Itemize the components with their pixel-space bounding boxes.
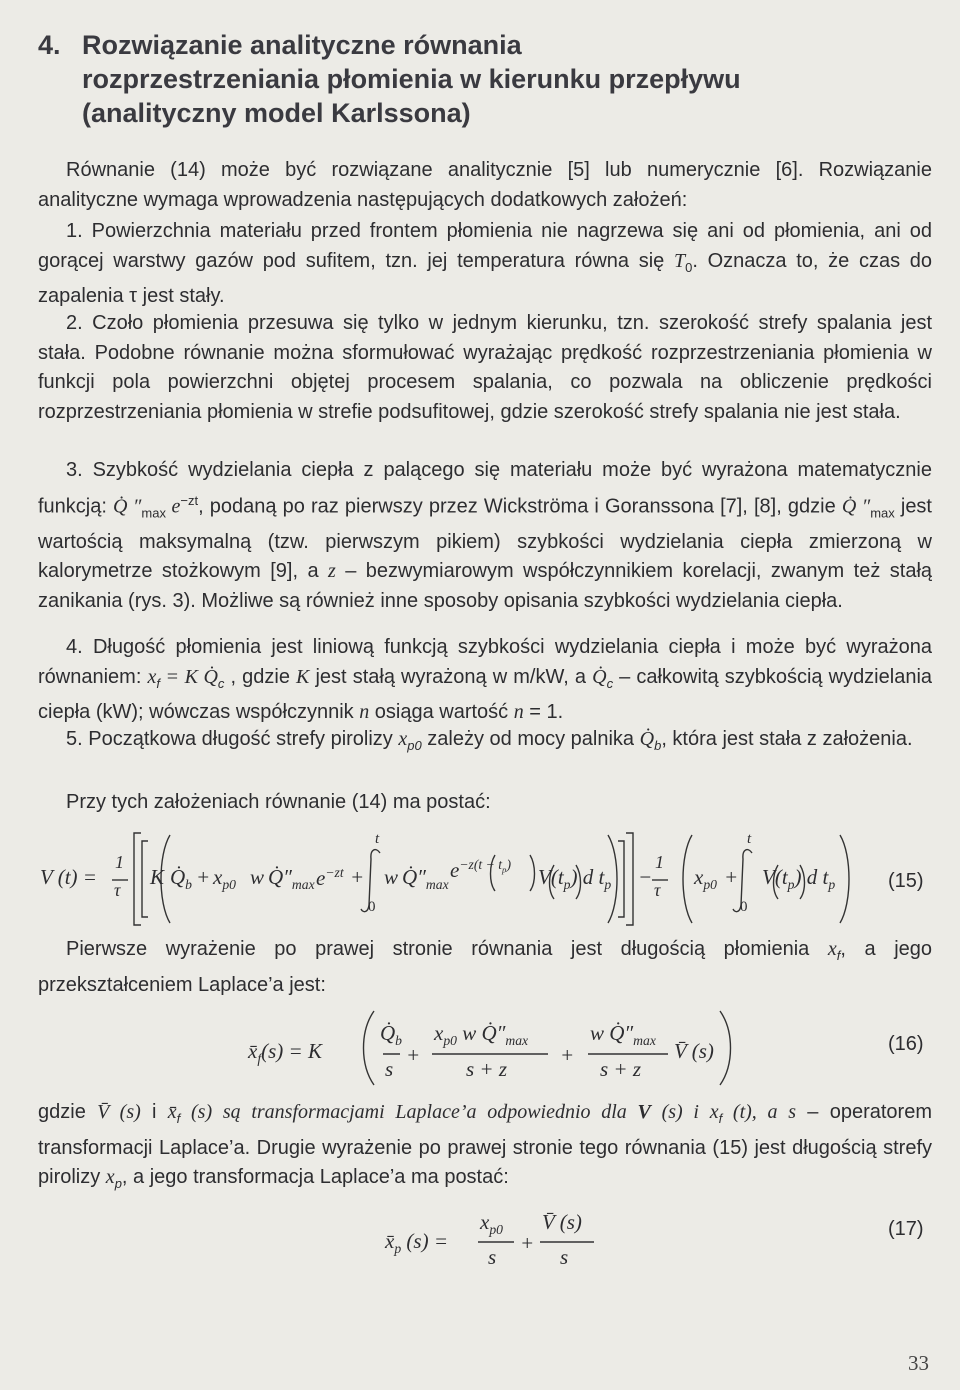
eq15-frac2-num: 1 — [655, 852, 664, 872]
eq17-f2-num: V̄ (s) — [542, 1210, 582, 1234]
eq15-number: (15) — [888, 870, 924, 892]
eq15-plus-1: + — [196, 865, 211, 889]
eq15-frac2-den: τ — [654, 880, 661, 900]
eq15-int-upper: t — [375, 831, 380, 847]
eq15-xp0: $x_{p0}$ — [213, 865, 236, 893]
eq16-f1-den: s — [385, 1057, 394, 1081]
page-number: 33 — [908, 1351, 929, 1375]
assumption-2: 2. Czoło płomienia przesuwa się tylko w jednym kierunku, tzn. szerokość strefy spalania jest stała. Podobne równanie można sformułować wyrażając prędkość rozprzestrzeniania płomienia w funkcji pola powierzchni objętej procesem spalania, co pozwala na obliczenie prędkości rozprzestrzeniania płomienia w strefie podsufitowej, gdzie szerokość strefy spalania nie jest stała. — [38, 312, 932, 423]
eq15-qmax: $Q̇''_{max}$ — [268, 865, 315, 893]
eq17-f1-den: s — [488, 1245, 497, 1269]
eq15-frac1-den: τ — [114, 880, 121, 900]
eq17-number: (17) — [888, 1218, 924, 1240]
eq17-plus: + — [520, 1231, 535, 1255]
paragraph-after-eq15: Pierwsze wyrażenie po prawej stronie równania jest długością płomienia $x_f$, a jego przekształceniem Laplace’a jest: — [38, 938, 933, 996]
assumption-3: 3. Szybkość wydzielania ciepła z palącego się materiału może być wyrażona matematycznie funkcją: Q̇ $''_{max}$ $e^{-zt}$, podaną po raz pierwszy przez Wickströma i Goranssona [7], [8], gdzie Q̇ $''_{max}$ jest wartością maksymalną (tzw. pierwszym pikiem) szybkości wydzielania ciepła zmierzoną w kalorymetrze stożkowym [9], a z – bezwymiarowym współczynnikiem korelacji, zwanym też stałą zanikania (rys. 3). Możliwe są również inne sposoby opisania szybkości wydzielania ciepła. — [38, 459, 933, 612]
eq16-lhs: $x̄_f(s) = K$ — [248, 1039, 322, 1067]
eq16-plus-2: + — [560, 1043, 575, 1067]
assumption-1: 1. Powierzchnia materiału przed frontem płomienia nie nagrzewa się ani od płomienia, ani od gorącej warstwy gazów pod sufitem, tzn. jej temperatura równa się $T_0$. Oznacza to, że czas do zapalenia τ jest stały. — [38, 220, 932, 307]
section-number: 4. — [38, 30, 61, 60]
eq17-lhs: $x̄_p$ (s) = — [385, 1229, 448, 1257]
eq15-int2-upper: t — [747, 831, 752, 847]
eq15-exp2: $e^{-z(t - t_p)}$ — [450, 857, 511, 882]
eq15-lhs: V (t) = — [40, 865, 97, 889]
paragraph-after-eq16: gdzie V̄ (s) i $x̄_f$ (s) są transformacjami Laplace’a odpowiednio dla V (s) i $x_f$ (t), a s – operatorem transformacji Laplace’a. Drugie wyrażenie po prawej stronie tego równania (15) jest długością strefy pirolizy $x_p$, a jego transformacja Laplace’a ma postać: — [38, 1101, 932, 1191]
section-heading — [38, 28, 918, 130]
eq15-minus: − — [638, 865, 653, 889]
equation-16 — [0, 1005, 960, 1090]
eq16-number: (16) — [888, 1033, 924, 1055]
heading-line-1: Rozwiązanie analityczne równania — [82, 30, 522, 60]
eq16-f3-num: w $Q̇''_{max}$ — [590, 1021, 656, 1049]
eq15-exp1: $e^{-zt}$ — [316, 865, 344, 890]
equation-intro: Przy tych założeniach równanie (14) ma postać: — [66, 791, 491, 813]
eq15-V-tp-2: $V(t_p)$ d $t_p$ — [762, 865, 836, 893]
eq17-f1-num: $x_{p0}$ — [480, 1210, 503, 1238]
eq15-V-tp: $V(t_p)$ d $t_p$ — [538, 865, 612, 893]
eq15-plus-2: + — [350, 865, 365, 889]
equation-17 — [0, 1205, 960, 1280]
heading-line-2: rozprzestrzeniania płomienia w kierunku przepływu — [82, 64, 741, 94]
eq15-w: w — [250, 865, 265, 889]
eq16-f1-num: $Q̇_b$ — [380, 1021, 402, 1049]
eq17-f2-den: s — [560, 1245, 569, 1269]
assumption-4: 4. Długość płomienia jest liniową funkcją szybkości wydzielania ciepła i może być wyrażona równaniem: $x_f = K$ $Q̇_c$ , gdzie K jest stałą wyrażoną w m/kW, a $Q̇_c$ – całkowitą szybkością wydzielania ciepła (kW); wówczas współczynnik n osiąga wartość n = 1. — [38, 636, 933, 723]
eq15-w2: w — [384, 865, 399, 889]
eq15-int2-lower: 0 — [740, 899, 748, 915]
eq16-f2-num: $x_{p0}$ w $Q̇''_{max}$ — [434, 1021, 529, 1049]
heading-line-3: (analityczny model Karlssona) — [82, 98, 471, 128]
eq15-xp0-b: $x_{p0}$ — [694, 865, 717, 893]
eq16-plus-1: + — [406, 1043, 421, 1067]
equation-15 — [0, 825, 960, 935]
intro-paragraph: Równanie (14) może być rozwiązane analitycznie [5] lub numerycznie [6]. Rozwiązanie analityczne wymaga wprowadzenia następujących dodatkowych założeń: — [38, 159, 932, 211]
eq15-qmax2: $Q̇''_{max}$ — [402, 865, 449, 893]
eq15-int-lower: 0 — [368, 899, 376, 915]
eq16-f3-den: s + z — [600, 1057, 642, 1081]
eq15-plus-3: + — [724, 865, 739, 889]
eq16-vbar: V̄ (s) — [674, 1039, 714, 1063]
eq15-K: K — [150, 865, 165, 889]
eq16-f2-den: s + z — [466, 1057, 508, 1081]
eq15-Qb: $Q̇_b$ — [170, 865, 192, 893]
assumption-5: 5. Początkowa długość strefy pirolizy $x_{p0}$ zależy od mocy palnika $Q̇_b$, która jest stała z założenia. — [66, 728, 913, 753]
eq15-frac1-num: 1 — [115, 852, 124, 872]
